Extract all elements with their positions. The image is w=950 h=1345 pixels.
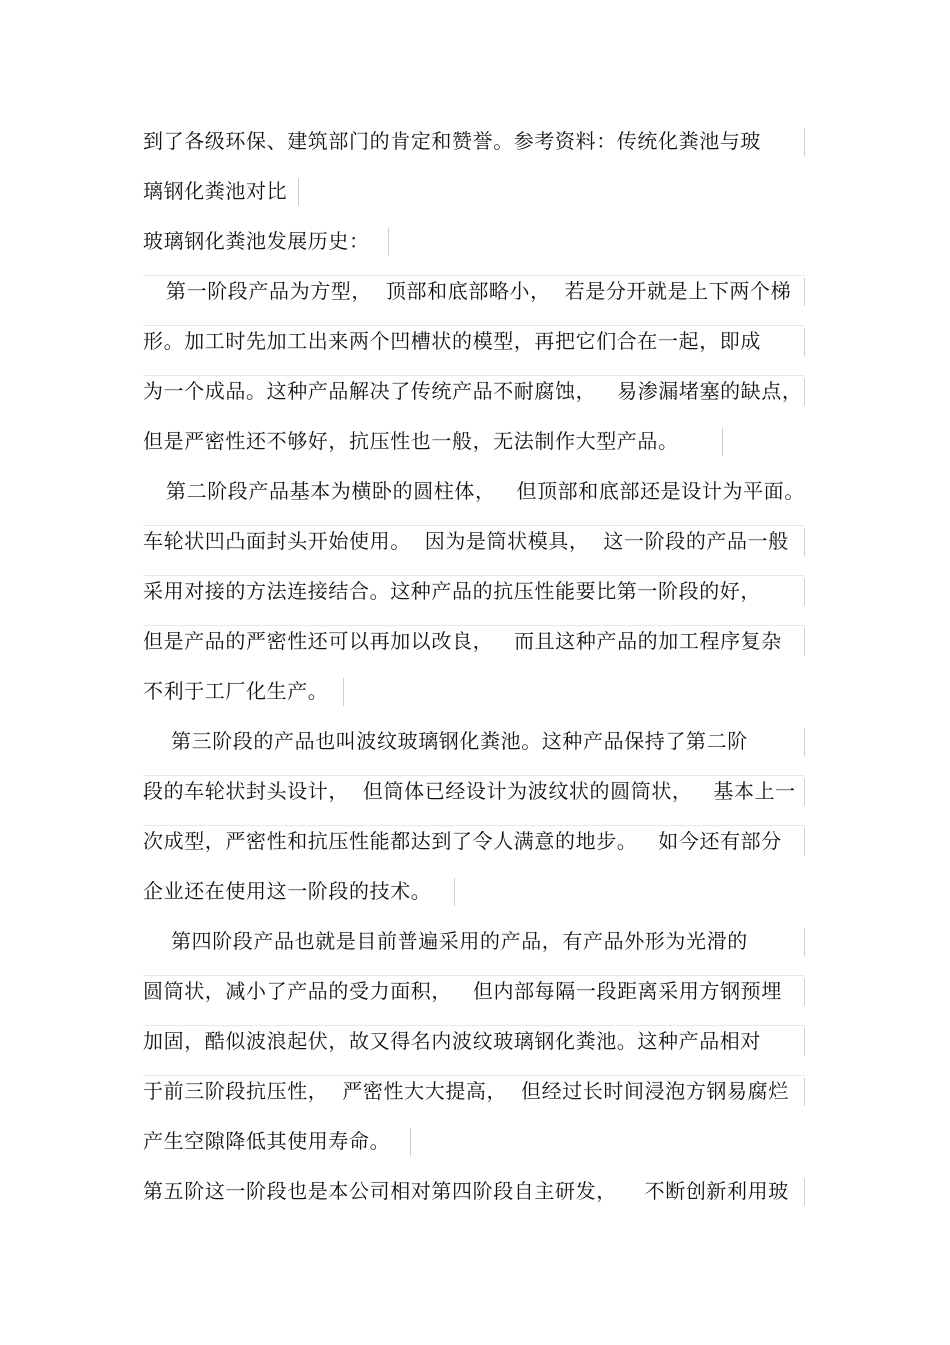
cell-border	[804, 128, 805, 156]
cell-border	[804, 328, 805, 356]
text-line: 但是严密性还不够好，抗压性也一般，无法制作大型产品。	[143, 429, 679, 453]
text-line: 但是产品的严密性还可以再加以改良， 而且这种产品的加工程序复杂	[143, 629, 782, 653]
cell-border	[410, 1128, 411, 1156]
text-line: 次成型，严密性和抗压性能都达到了令人满意的地步。 如今还有部分	[143, 829, 782, 853]
text-line: 采用对接的方法连接结合。这种产品的抗压性能要比第一阶段的好，	[143, 579, 761, 603]
cell-border	[804, 1028, 805, 1056]
text-line: 加固，酷似波浪起伏，故又得名内波纹玻璃钢化粪池。这种产品相对	[143, 1029, 761, 1053]
text-line: 为一个成品。这种产品解决了传统产品不耐腐蚀， 易渗漏堵塞的缺点，	[143, 379, 803, 403]
cell-border	[804, 1078, 805, 1106]
text-line: 段的车轮状封头设计， 但筒体已经设计为波纹状的圆筒状， 基本上一	[143, 779, 796, 803]
text-line: 第五阶这一阶段也是本公司相对第四阶段自主研发， 不断创新利用玻	[143, 1179, 789, 1203]
text-line: 形。加工时先加工出来两个凹槽状的模型，再把它们合在一起，即成	[143, 329, 761, 353]
cell-border	[804, 828, 805, 856]
text-line: 车轮状凹凸面封头开始使用。 因为是筒状模具， 这一阶段的产品一般	[143, 529, 789, 553]
cell-border	[388, 228, 389, 256]
text-line: 企业还在使用这一阶段的技术。	[143, 879, 432, 903]
text-line: 第二阶段产品基本为横卧的圆柱体， 但顶部和底部还是设计为平面。	[166, 479, 805, 503]
cell-border	[804, 628, 805, 656]
cell-border	[804, 528, 805, 556]
cell-border	[722, 428, 723, 456]
cell-border	[454, 878, 455, 906]
cell-border	[343, 678, 344, 706]
cell-border	[298, 178, 299, 206]
text-line: 到了各级环保、建筑部门的肯定和赞誉。参考资料：传统化粪池与玻	[143, 129, 761, 153]
text-line: 于前三阶段抗压性， 严密性大大提高， 但经过长时间浸泡方钢易腐烂	[143, 1079, 789, 1103]
cell-border	[804, 728, 805, 756]
text-line: 产生空隙降低其使用寿命。	[143, 1129, 391, 1153]
text-line: 第三阶段的产品也叫波纹玻璃钢化粪池。这种产品保持了第二阶	[171, 729, 748, 753]
text-line: 圆筒状，减小了产品的受力面积， 但内部每隔一段距离采用方钢预埋	[143, 979, 782, 1003]
cell-border	[804, 378, 805, 406]
text-line: 第四阶段产品也就是目前普遍采用的产品，有产品外形为光滑的	[171, 929, 748, 953]
text-line: 第一阶段产品为方型， 顶部和底部略小， 若是分开就是上下两个梯	[166, 279, 792, 303]
cell-border	[804, 1178, 805, 1206]
cell-border	[804, 778, 805, 806]
text-line: 不利于工厂化生产。	[143, 679, 329, 703]
text-line: 玻璃钢化粪池发展历史：	[143, 229, 370, 253]
cell-border	[804, 978, 805, 1006]
cell-border	[804, 928, 805, 956]
cell-border	[804, 578, 805, 606]
text-line: 璃钢化粪池对比	[143, 179, 288, 203]
cell-border	[804, 278, 805, 306]
